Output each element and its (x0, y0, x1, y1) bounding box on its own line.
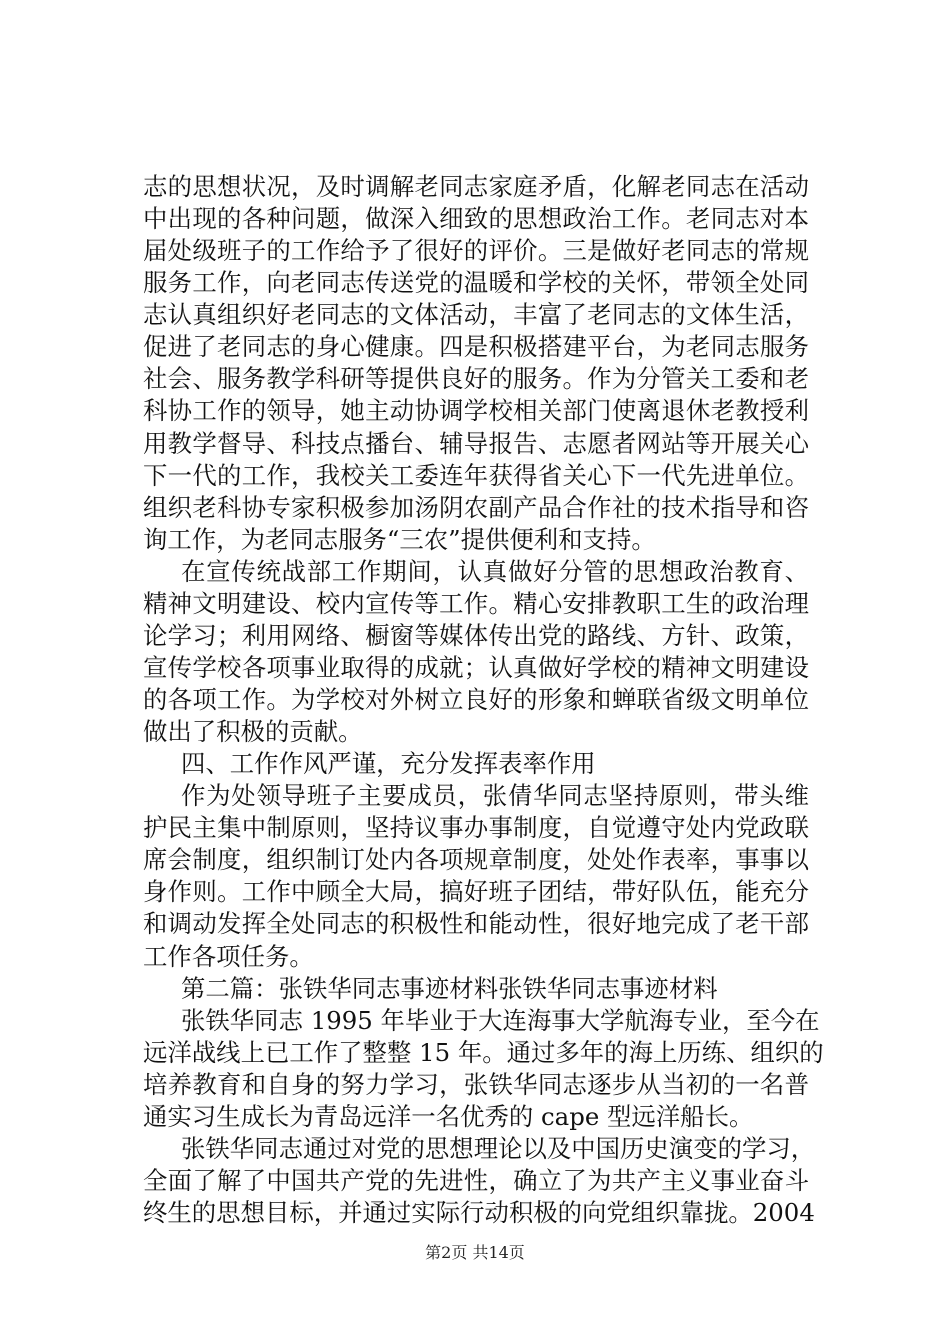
text-line: 届处级班子的工作给予了很好的评价。三是做好老同志的常规 (143, 236, 809, 266)
paragraph (143, 780, 809, 972)
text-line: 四、工作作风严谨，充分发挥表率作用 (181, 749, 596, 779)
text-line: 精神文明建设、校内宣传等工作。精心安排教职工生的政治理 (143, 588, 809, 618)
text-line: 工作各项任务。 (143, 941, 314, 971)
paragraph (143, 171, 809, 556)
text-line: 通实习生成长为青岛远洋一名优秀的 cape 型远洋船长。 (143, 1101, 754, 1131)
text-line: 在宣传统战部工作期间，认真做好分管的思想政治教育、 (181, 556, 809, 586)
text-line: 中出现的各种问题，做深入细致的思想政治工作。老同志对本 (143, 204, 809, 234)
text-line: 服务工作，向老同志传送党的温暖和学校的关怀，带领全处同 (143, 268, 809, 298)
text-line: 全面了解了中国共产党的先进性，确立了为共产主义事业奋斗 (143, 1165, 809, 1195)
text-line: 护民主集中制原则，坚持议事办事制度，自觉遵守处内党政联 (143, 813, 809, 843)
text-line: 培养教育和自身的努力学习，张铁华同志逐步从当初的一名普 (143, 1069, 809, 1099)
text-line: 促进了老同志的身心健康。四是积极搭建平台，为老同志服务 (143, 332, 809, 362)
paragraph (143, 973, 809, 1005)
page-number-footer: 第2页 共14页 (425, 1243, 525, 1262)
text-line: 远洋战线上已工作了整整 15 年。通过多年的海上历练、组织的 (143, 1037, 824, 1067)
text-line: 科协工作的领导，她主动协调学校相关部门使离退休老教授利 (143, 396, 809, 426)
text-line: 第二篇：张铁华同志事迹材料张铁华同志事迹材料 (181, 973, 718, 1003)
text-line: 用教学督导、科技点播台、辅导报告、志愿者网站等开展关心 (143, 428, 809, 458)
text-line: 志的思想状况，及时调解老同志家庭矛盾，化解老同志在活动 (143, 172, 809, 201)
paragraph (143, 556, 809, 748)
paragraph (143, 1005, 824, 1133)
document-body (143, 171, 824, 1229)
text-line: 做出了积极的贡献。 (143, 717, 363, 747)
text-line: 社会、服务教学科研等提供良好的服务。作为分管关工委和老 (143, 364, 809, 394)
text-line: 身作则。工作中顾全大局，搞好班子团结，带好队伍，能充分 (143, 877, 809, 907)
text-line: 论学习；利用网络、橱窗等媒体传出党的路线、方针、政策， (143, 620, 809, 650)
text-line: 张铁华同志通过对党的思想理论以及中国历史演变的学习， (181, 1133, 816, 1163)
text-line: 作为处领导班子主要成员，张倩华同志坚持原则，带头维 (181, 781, 809, 811)
text-line: 询工作，为老同志服务“三农”提供便利和支持。 (143, 524, 656, 554)
text-line: 张铁华同志 1995 年毕业于大连海事大学航海专业，至今在 (181, 1005, 820, 1035)
text-line: 和调动发挥全处同志的积极性和能动性，很好地完成了老干部 (143, 909, 809, 939)
text-line: 下一代的工作，我校关工委连年获得省关心下一代先进单位。 (143, 460, 809, 490)
paragraph (143, 1133, 816, 1229)
text-line: 终生的思想目标，并通过实际行动积极的向党组织靠拢。2004 (143, 1198, 815, 1227)
text-line: 宣传学校各项事业取得的成就；认真做好学校的精神文明建设 (143, 652, 809, 682)
text-line: 组织老科协专家积极参加汤阴农副产品合作社的技术指导和咨 (143, 492, 809, 522)
text-line: 席会制度，组织制订处内各项规章制度，处处作表率，事事以 (143, 845, 809, 875)
paragraph (143, 748, 809, 780)
text-line: 的各项工作。为学校对外树立良好的形象和蝉联省级文明单位 (143, 685, 809, 714)
text-line: 志认真组织好老同志的文体活动，丰富了老同志的文体生活， (143, 300, 809, 330)
